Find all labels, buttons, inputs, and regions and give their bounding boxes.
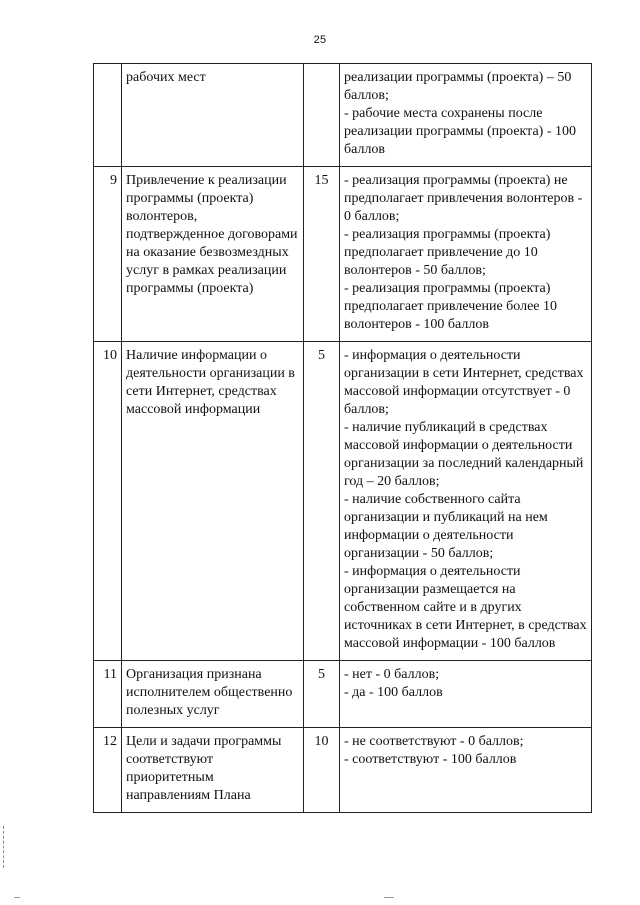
- page-number: 25: [313, 34, 327, 46]
- scoring-line: - наличие публикаций в средствах массовой информации о деятельности организации за последний календарный год – 20 баллов;: [344, 420, 584, 489]
- scoring-line: - информация о деятельности организации размещается на собственном сайте и в других источниках в сети Интернет, в средствах массовой информации - 100 баллов: [344, 564, 587, 651]
- table-row: [94, 661, 592, 728]
- criteria-table: [93, 63, 592, 813]
- row-number: 9: [94, 167, 122, 342]
- scan-edge-mark: [384, 897, 394, 898]
- criterion-max-score: 5: [304, 342, 340, 661]
- criterion-max-score: 10: [304, 728, 340, 813]
- row-number: [94, 64, 122, 167]
- criterion-name: Цели и задачи программы соответствуют приоритетным направлениям Плана: [122, 728, 304, 813]
- scoring-line: - реализация программы (проекта) предполагает привлечение до 10 волонтеров - 50 баллов;: [344, 227, 551, 278]
- scoring-line: - соответствуют - 100 баллов: [344, 752, 517, 767]
- scoring-line: - нет - 0 баллов;: [344, 667, 440, 682]
- table-row: [94, 728, 592, 813]
- table-row: [94, 342, 592, 661]
- scan-edge-mark: [3, 826, 7, 868]
- row-number: 11: [94, 661, 122, 728]
- criterion-scoring: [340, 342, 592, 661]
- scoring-line: - не соответствуют - 0 баллов;: [344, 734, 524, 749]
- scoring-line: - рабочие места сохранены после реализации программы (проекта) - 100 баллов: [344, 106, 576, 157]
- row-number: 10: [94, 342, 122, 661]
- scoring-line: - информация о деятельности организации в сети Интернет, средствах массовой информации отсутствует - 0 баллов;: [344, 348, 584, 417]
- criterion-max-score: 5: [304, 661, 340, 728]
- criterion-name: Организация признана исполнителем общественно полезных услуг: [122, 661, 304, 728]
- scoring-line: реализации программы (проекта) – 50 баллов;: [344, 70, 572, 103]
- scoring-line: - реализация программы (проекта) предполагает привлечение более 10 волонтеров - 100 баллов: [344, 281, 558, 332]
- criterion-max-score: [304, 64, 340, 167]
- scoring-line: - да - 100 баллов: [344, 685, 443, 700]
- table-row: [94, 64, 592, 167]
- criterion-scoring: [340, 64, 592, 167]
- criterion-name: рабочих мест: [122, 64, 304, 167]
- criterion-name: Привлечение к реализации программы (проекта) волонтеров, подтвержденное договорами на оказание безвозмездных услуг в рамках реализации программы (проекта): [122, 167, 304, 342]
- criterion-scoring: [340, 661, 592, 728]
- criterion-name: Наличие информации о деятельности организации в сети Интернет, средствах массовой информации: [122, 342, 304, 661]
- criterion-scoring: [340, 728, 592, 813]
- row-number: 12: [94, 728, 122, 813]
- table-row: [94, 167, 592, 342]
- scan-edge-mark: [14, 897, 20, 898]
- scoring-line: - наличие собственного сайта организации и публикаций на нем информации о деятельности организации - 50 баллов;: [344, 492, 548, 561]
- criterion-scoring: [340, 167, 592, 342]
- scoring-line: - реализация программы (проекта) не предполагает привлечения волонтеров - 0 баллов;: [344, 173, 583, 224]
- criterion-max-score: 15: [304, 167, 340, 342]
